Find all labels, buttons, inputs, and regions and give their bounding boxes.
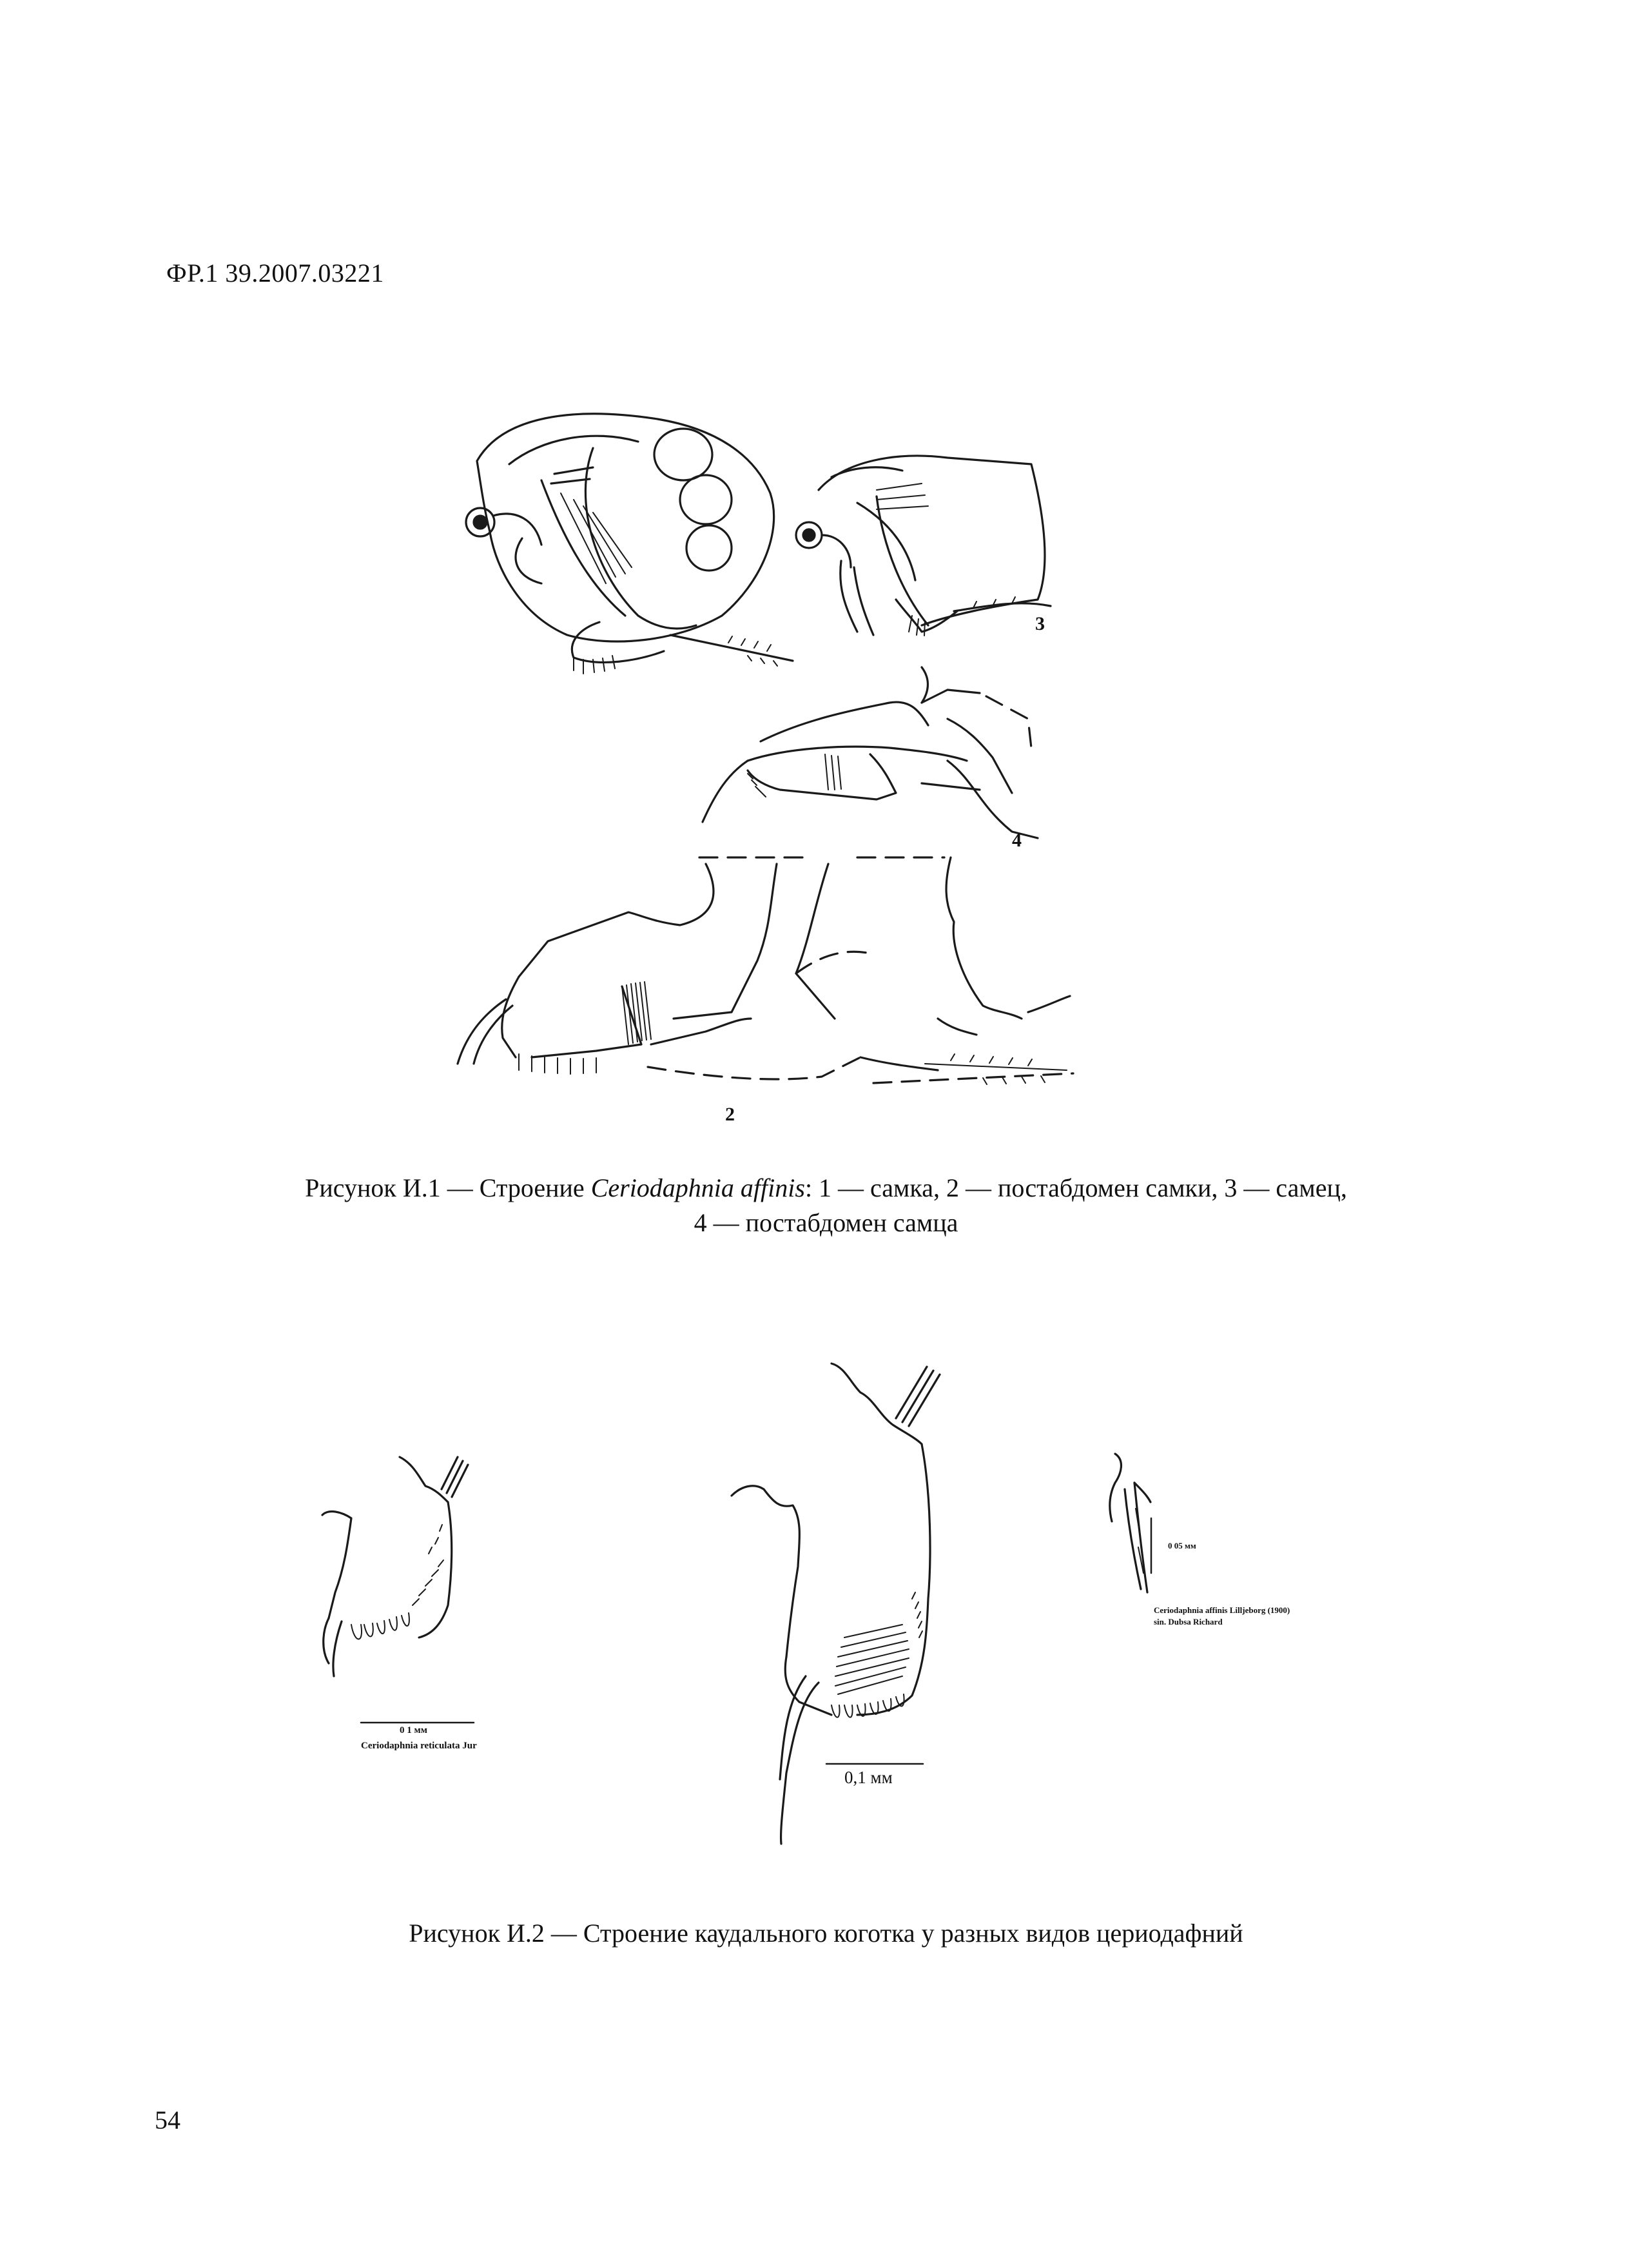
- claw-left-illustration: [303, 1451, 496, 1734]
- scale-label-left: 0 1 мм: [400, 1725, 427, 1735]
- scale-bar-right: [1149, 1518, 1153, 1573]
- female-postabdomen-illustration: [435, 851, 1080, 1102]
- figure-1-caption-line-2: 4 — постабдомен самца: [694, 1208, 958, 1237]
- figure-1-caption-rest: : 1 — самка, 2 — постабдомен самки, 3 — самец,: [804, 1173, 1347, 1202]
- male-illustration: [780, 438, 1064, 651]
- claw-right-illustration: [1096, 1444, 1173, 1599]
- label-2-female-postabdomen: 2: [725, 1104, 735, 1125]
- claw-center-illustration: [722, 1354, 960, 1844]
- figure-2-caption: Рисунок И.2 — Строение каудального коготка у разных видов цериодафний: [409, 1919, 1243, 1948]
- scale-label-right: 0 05 мм: [1168, 1541, 1196, 1550]
- label-4-male-postabdomen: 4: [1012, 830, 1022, 851]
- species-label-left: Ceriodaphnia reticulata Jur: [361, 1741, 477, 1751]
- figure-1-caption-species: Ceriodaphnia affinis: [590, 1173, 805, 1202]
- label-3-male: 3: [1035, 613, 1045, 634]
- species-label-right-line-1: Ceriodaphnia affinis Lilljeborg (1900): [1154, 1605, 1290, 1615]
- figure-1-caption-line-1: [0, 1171, 1652, 1206]
- document-code: ФР.1 39.2007.03221: [166, 259, 384, 288]
- scale-bar-left: [361, 1716, 474, 1720]
- male-postabdomen-illustration: [677, 664, 1038, 851]
- species-label-right-line-2: sin. Dubsa Richard: [1154, 1617, 1223, 1627]
- scale-bar-center: [826, 1757, 923, 1761]
- scale-label-center: 0,1 мм: [844, 1768, 893, 1787]
- female-illustration: [445, 403, 806, 687]
- figure-1-caption-prefix: Рисунок И.1 — Строение: [305, 1173, 591, 1202]
- page-number: 54: [155, 2106, 180, 2135]
- figure-1-caption: [0, 1171, 1652, 1240]
